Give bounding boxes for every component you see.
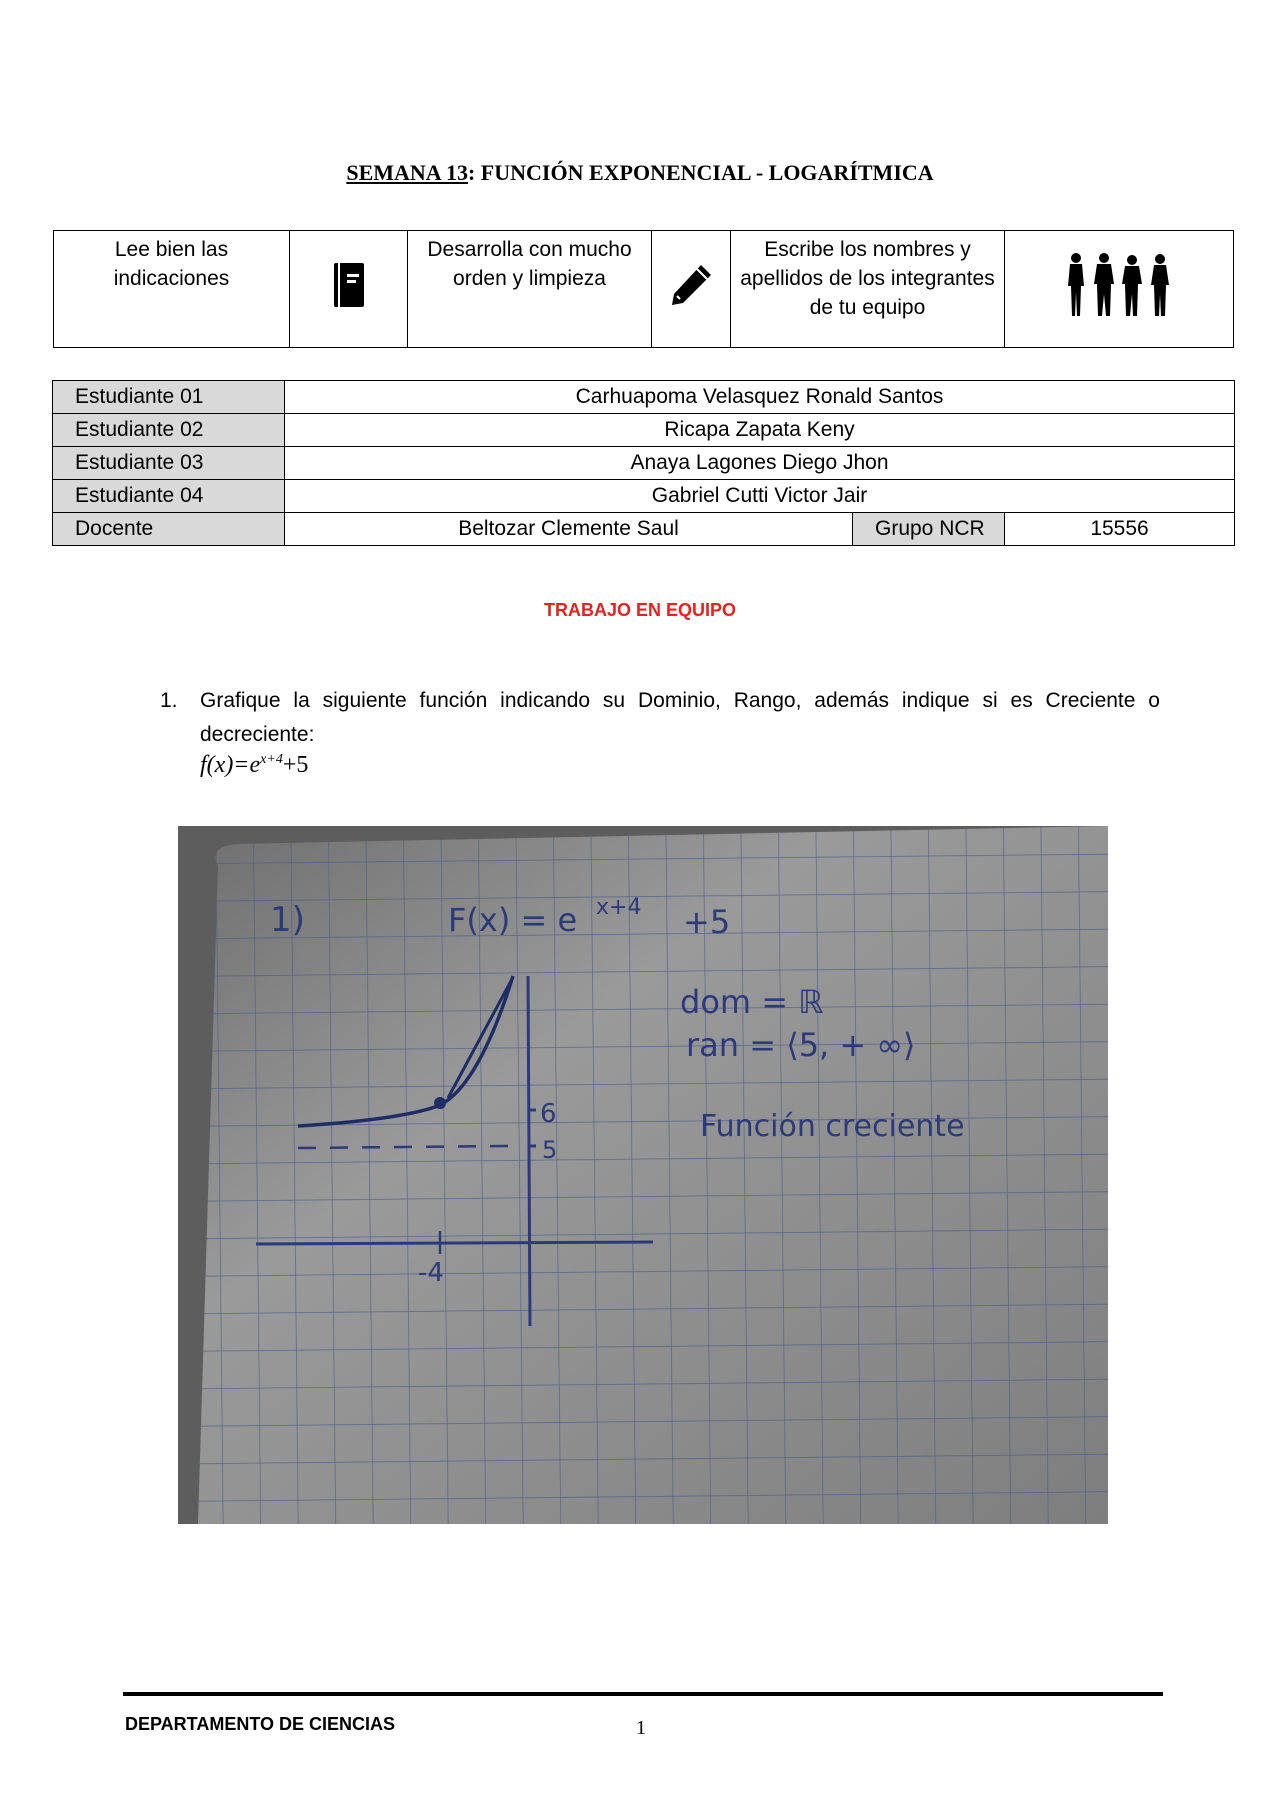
footer-department: DEPARTAMENTO DE CIENCIAS <box>125 1714 396 1734</box>
hw-tick-5: 5 <box>542 1136 558 1164</box>
people-icon <box>1064 252 1174 318</box>
table-row <box>53 381 1235 414</box>
hw-domain: dom = ℝ <box>680 983 824 1021</box>
student-name: Carhuapoma Velasquez Ronald Santos <box>285 381 1235 414</box>
student-label: Estudiante 02 <box>53 414 285 447</box>
title-week: SEMANA 13 <box>346 160 468 185</box>
table-row <box>53 447 1235 480</box>
instruction-order: Desarrolla con mucho orden y limpieza <box>408 231 652 348</box>
hw-tick-6: 6 <box>540 1099 557 1129</box>
group-value: 15556 <box>1005 513 1235 546</box>
formula-lhs: f(x)=e <box>200 752 261 778</box>
table-row <box>53 513 1235 546</box>
teacher-name: Beltozar Clemente Saul <box>285 513 853 546</box>
book-icon-cell <box>290 231 408 348</box>
page-title <box>0 160 1280 186</box>
point-marker <box>434 1097 446 1109</box>
formula <box>200 752 308 779</box>
student-name: Anaya Lagones Diego Jhon <box>285 447 1235 480</box>
instruction-names: Escribe los nombres y apellidos de los integrantes de tu equipo <box>731 231 1005 348</box>
question-number: 1. <box>160 689 178 712</box>
handwritten-graph-photo <box>178 826 1108 1524</box>
page-number: 1 <box>636 1717 646 1739</box>
student-label: Estudiante 01 <box>53 381 285 414</box>
footer-divider <box>123 1692 1163 1696</box>
group-label: Grupo NCR <box>853 513 1005 546</box>
question <box>160 684 1160 752</box>
hw-number: 1) <box>270 900 305 940</box>
pencil-icon-cell <box>652 231 731 348</box>
title-topic: : FUNCIÓN EXPONENCIAL - LOGARÍTMICA <box>467 160 934 185</box>
table-row <box>53 480 1235 513</box>
table-row <box>53 414 1235 447</box>
formula-rhs: +5 <box>282 752 309 778</box>
hw-monotonic: Función creciente <box>700 1109 965 1144</box>
instructions-table <box>53 230 1234 348</box>
hw-range: ran = ⟨5, + ∞⟩ <box>686 1026 916 1064</box>
book-icon <box>332 262 366 308</box>
y-axis <box>528 976 530 1326</box>
teacher-label: Docente <box>53 513 285 546</box>
section-title: TRABAJO EN EQUIPO <box>543 600 737 620</box>
student-label: Estudiante 04 <box>53 480 285 513</box>
hw-function: F(x) = e <box>448 901 578 939</box>
student-name: Gabriel Cutti Victor Jair <box>285 480 1235 513</box>
instruction-read: Lee bien las indicaciones <box>54 231 290 348</box>
hw-function-tail: +5 <box>683 903 731 941</box>
hw-function-exp: x+4 <box>596 895 642 920</box>
pencil-icon <box>668 262 714 308</box>
student-name: Ricapa Zapata Keny <box>285 414 1235 447</box>
question-text: Grafique la siguiente función indicando su Dominio, Rango, además indique si es Creciente o decreciente: <box>200 689 1160 746</box>
hw-tick-neg4: -4 <box>418 1258 444 1288</box>
formula-exponent: x+4 <box>260 752 283 767</box>
students-table <box>52 380 1235 546</box>
people-icon-cell <box>1005 231 1234 348</box>
student-label: Estudiante 03 <box>53 447 285 480</box>
x-axis <box>256 1242 653 1244</box>
